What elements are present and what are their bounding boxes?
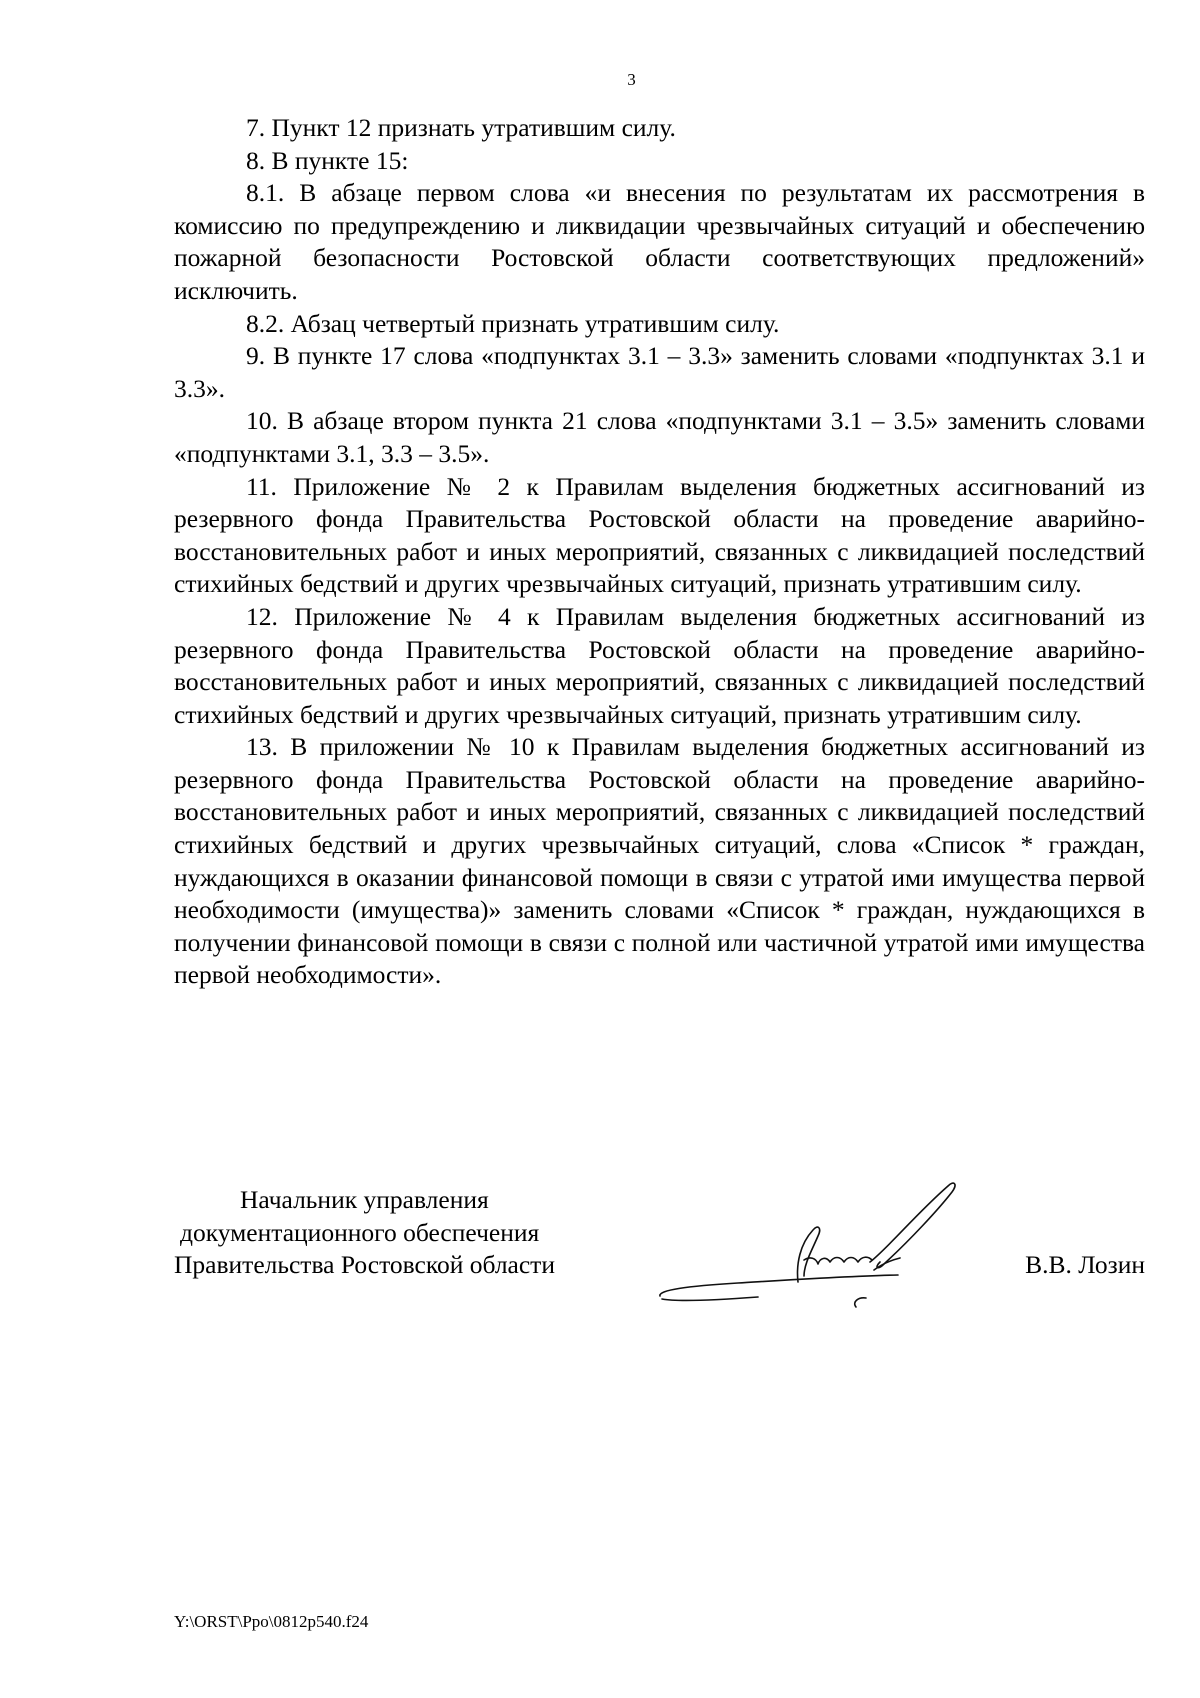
signatory-position-line: Правительства Ростовской области: [174, 1250, 555, 1279]
page-number: 3: [627, 70, 636, 89]
signature-block: [174, 1184, 1145, 1324]
paragraph-9: 9. В пункте 17 слова «подпунктах 3.1 – 3.3» заменить словами «подпунктах 3.1 и 3.3».: [174, 341, 1145, 403]
handwritten-signature: [648, 1164, 968, 1314]
paragraph-8: 8. В пункте 15:: [246, 145, 409, 175]
signatory-name: В.В. Лозин: [1025, 1250, 1145, 1279]
paragraph-12: 12. Приложение № 4 к Правилам выделения бюджетных ассигнований из резервного фонда Правительства Ростовской области на проведение аварийно-восстановительных работ и иных мероприятий, связанных с ликвидацией последствий стихийных бедствий и других чрезвычайных ситуаций, признать утратившим силу.: [174, 601, 1145, 729]
paragraph-8-2: 8.2. Абзац четвертый признать утратившим силу.: [246, 308, 780, 338]
paragraph-11: 11. Приложение № 2 к Правилам выделения бюджетных ассигнований из резервного фонда Правительства Ростовской области на проведение аварийно-восстановительных работ и иных мероприятий, связанных с ликвидацией последствий стихийных бедствий и других чрезвычайных ситуаций, признать утратившим силу.: [174, 471, 1145, 599]
signatory-position-line: документационного обеспечения: [180, 1217, 540, 1247]
signatory-position-line: Начальник управления: [240, 1185, 489, 1214]
file-path-footer: Y:\ORST\Ppo\0812p540.f24: [174, 1612, 369, 1631]
document-body: [174, 112, 1145, 992]
paragraph-8-1: 8.1. В абзаце первом слова «и внесения по результатам их рассмотрения в комиссию по предупреждению и ликвидации чрезвычайных ситуаций и обеспечению пожарной безопасности Ростовской области соответствующих предложений» исключить.: [174, 178, 1145, 305]
paragraph-13: 13. В приложении № 10 к Правилам выделения бюджетных ассигнований из резервного фонда Правительства Ростовской области на проведение аварийно-восстановительных работ и иных мероприятий, связанных с ликвидацией последствий стихийных бедствий и других чрезвычайных ситуаций, слова «Список * граждан, нуждающихся в оказании финансовой помощи в связи с утратой ими имущества первой необходимости (имущества)» заменить словами «Список * граждан, нуждающихся в получении финансовой помощи в связи с полной или частичной утратой ими имущества первой необходимости».: [174, 732, 1145, 990]
signatory-position: [174, 1184, 614, 1282]
paragraph-10: 10. В абзаце втором пункта 21 слова «подпунктами 3.1 – 3.5» заменить словами «подпунктами 3.1, 3.3 – 3.5».: [174, 406, 1145, 468]
paragraph-7: 7. Пункт 12 признать утратившим силу.: [246, 113, 676, 142]
